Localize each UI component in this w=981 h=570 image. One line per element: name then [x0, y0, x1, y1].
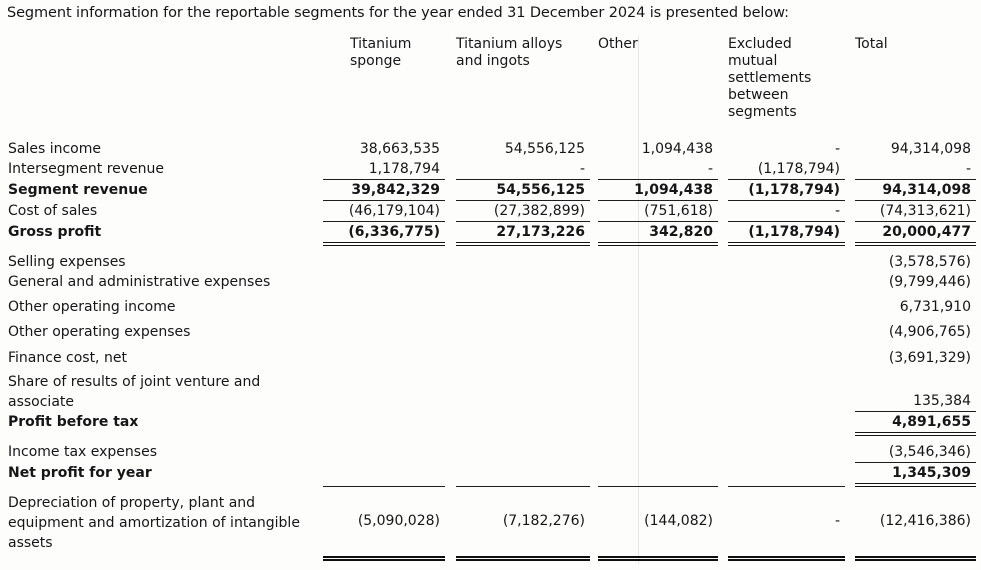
cell-value: 1,178,794 — [323, 159, 445, 180]
row-other-operating-expenses — [8, 322, 976, 342]
cell-value: (3,691,329) — [888, 350, 971, 366]
cell-value — [323, 272, 445, 292]
table-header-row — [8, 36, 976, 121]
cell-value: 54,556,125 — [504, 141, 585, 157]
cell-value: (46,179,104) — [323, 201, 445, 222]
cell-value — [598, 412, 718, 436]
cell-value: - — [728, 201, 845, 222]
cell-value — [323, 348, 445, 368]
row-segment-revenue — [8, 180, 976, 201]
row-selling-expenses — [8, 252, 976, 272]
row-label: Gross profit — [8, 224, 102, 240]
cell-value: 39,842,329 — [323, 180, 445, 201]
row-gross-profit — [8, 222, 976, 246]
row-label: Other operating expenses — [8, 324, 191, 340]
cell-value: 6,731,910 — [899, 299, 971, 315]
row-sales-income — [8, 139, 976, 159]
header-titanium-sponge: Titanium sponge — [350, 36, 412, 69]
row-label: General and administrative expenses — [8, 274, 271, 290]
cell-value: 1,345,309 — [855, 463, 976, 487]
cell-value — [728, 442, 845, 463]
row-other-operating-income — [8, 297, 976, 317]
cell-value: (1,178,794) — [728, 180, 845, 201]
cell-value — [456, 322, 590, 342]
cell-value: - — [728, 493, 845, 561]
cell-value: (74,313,621) — [855, 201, 976, 222]
cell-value — [728, 372, 845, 412]
cell-value — [598, 297, 718, 317]
cell-value — [728, 297, 845, 317]
cell-value — [728, 272, 845, 292]
row-depreciation-amortization — [8, 493, 976, 561]
cell-value: (12,416,386) — [855, 493, 976, 561]
row-label: Depreciation of property, plant and equipment and amortization of intangible assets — [8, 495, 300, 551]
cell-value — [598, 252, 718, 272]
cell-value: (1,178,794) — [728, 159, 845, 180]
cell-value: 1,094,438 — [641, 141, 713, 157]
cell-value — [728, 252, 845, 272]
row-intersegment-revenue — [8, 159, 976, 180]
row-label: Profit before tax — [8, 414, 139, 430]
row-label: Sales income — [8, 141, 101, 157]
cell-value: - — [456, 159, 590, 180]
cell-value — [323, 372, 445, 412]
cell-value — [323, 322, 445, 342]
row-cost-of-sales — [8, 201, 976, 222]
cell-value — [323, 252, 445, 272]
row-label: Selling expenses — [8, 254, 126, 270]
row-label: Segment revenue — [8, 182, 148, 198]
cell-value: (7,182,276) — [456, 493, 590, 561]
cell-value — [323, 412, 445, 436]
header-total: Total — [855, 36, 888, 52]
cell-value — [456, 272, 590, 292]
cell-value — [598, 372, 718, 412]
cell-value: 4,891,655 — [855, 412, 976, 436]
cell-value: 27,173,226 — [456, 222, 590, 246]
row-label: Other operating income — [8, 299, 176, 315]
header-other: Other — [598, 36, 638, 52]
cell-value — [456, 442, 590, 463]
header-excluded-mutual-settlements: Excluded mutual settlements between segments — [728, 36, 812, 120]
cell-value — [598, 442, 718, 463]
cell-value — [323, 463, 445, 487]
cell-value: (3,546,346) — [855, 442, 976, 463]
cell-value: 94,314,098 — [855, 180, 976, 201]
cell-value — [456, 463, 590, 487]
cell-value: 94,314,098 — [890, 141, 971, 157]
cell-value — [456, 297, 590, 317]
row-label: Income tax expenses — [8, 444, 157, 460]
cell-value — [323, 297, 445, 317]
cell-value — [323, 442, 445, 463]
cell-value: (27,382,899) — [456, 201, 590, 222]
cell-value: - — [855, 159, 976, 180]
cell-value — [456, 252, 590, 272]
row-income-tax-expenses — [8, 442, 976, 463]
cell-value — [456, 372, 590, 412]
cell-value — [598, 322, 718, 342]
row-label: Intersegment revenue — [8, 161, 165, 177]
row-general-admin-expenses — [8, 272, 976, 292]
cell-value: - — [598, 159, 718, 180]
cell-value — [598, 272, 718, 292]
row-label: Share of results of joint venture and associate — [8, 374, 261, 410]
row-share-joint-venture-associate — [8, 372, 976, 412]
cell-value — [598, 348, 718, 368]
cell-value: (4,906,765) — [888, 324, 971, 340]
row-label: Finance cost, net — [8, 350, 127, 366]
cell-value: - — [834, 141, 840, 157]
cell-value: (751,618) — [598, 201, 718, 222]
row-finance-cost-net — [8, 348, 976, 368]
cell-value: (144,082) — [598, 493, 718, 561]
cell-value — [456, 348, 590, 368]
header-titanium-alloys-ingots: Titanium alloys and ingots — [456, 36, 563, 69]
row-label: Net profit for year — [8, 465, 152, 481]
cell-value: 54,556,125 — [456, 180, 590, 201]
cell-value — [728, 348, 845, 368]
page-title: Segment information for the reportable segments for the year ended 31 December 2024 is presented below: — [7, 5, 789, 21]
cell-value: (3,578,576) — [888, 254, 971, 270]
cell-value: 135,384 — [855, 372, 976, 412]
cell-value: (9,799,446) — [888, 274, 971, 290]
cell-value — [456, 412, 590, 436]
cell-value — [728, 412, 845, 436]
cell-value — [728, 322, 845, 342]
cell-value — [728, 463, 845, 487]
cell-value: (6,336,775) — [323, 222, 445, 246]
cell-value: 38,663,535 — [359, 141, 440, 157]
cell-value: 20,000,477 — [855, 222, 976, 246]
cell-value: (1,178,794) — [728, 222, 845, 246]
row-net-profit-for-year — [8, 463, 976, 487]
row-label: Cost of sales — [8, 203, 98, 219]
header-empty — [8, 36, 323, 121]
row-profit-before-tax — [8, 412, 976, 436]
cell-value: (5,090,028) — [323, 493, 445, 561]
cell-value — [598, 463, 718, 487]
cell-value: 1,094,438 — [598, 180, 718, 201]
segment-table — [8, 36, 976, 561]
cell-value: 342,820 — [598, 222, 718, 246]
